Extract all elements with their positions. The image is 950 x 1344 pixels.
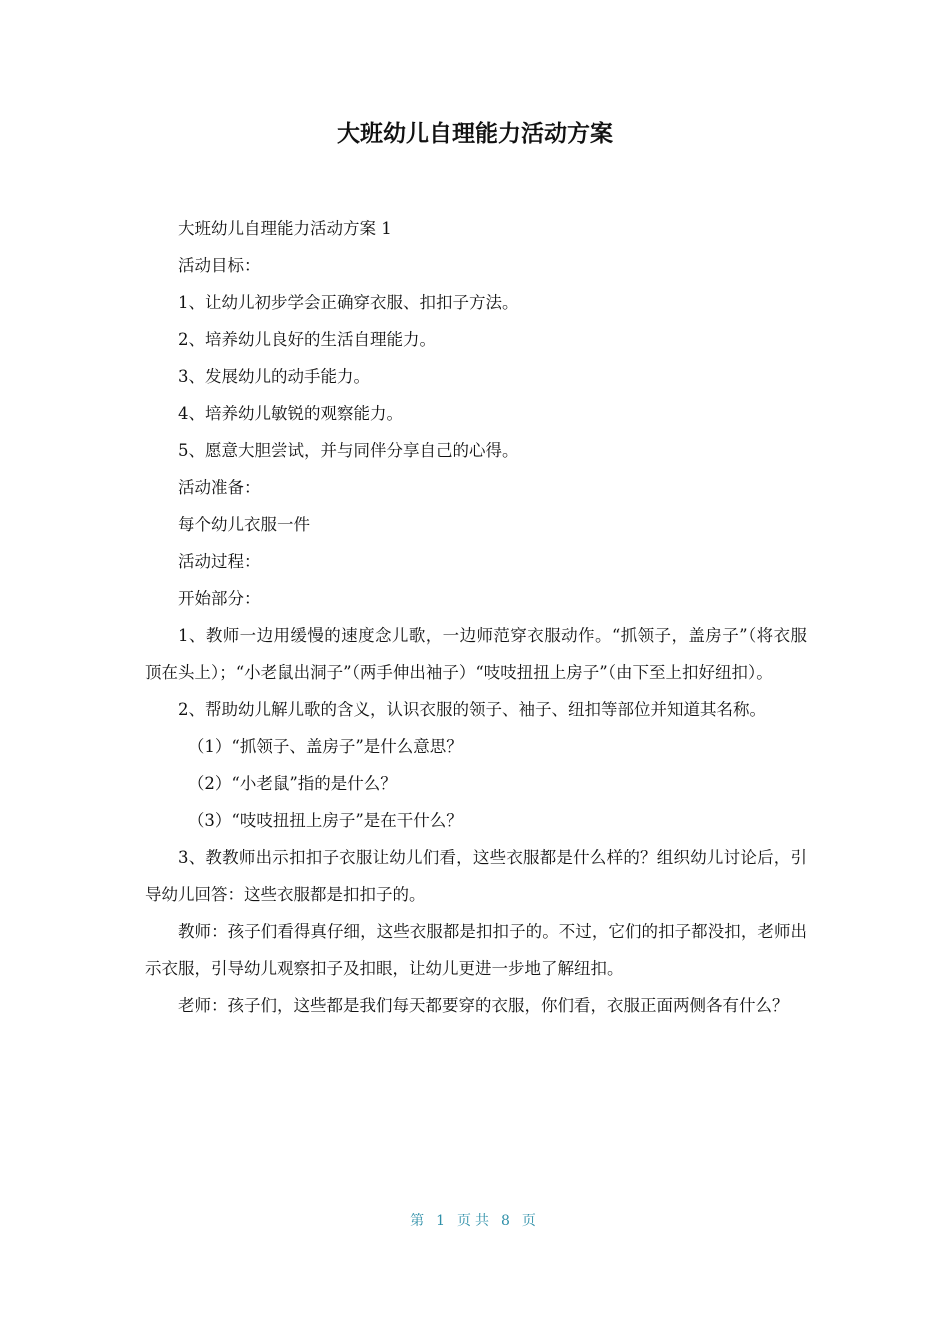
paragraph: 3、教教师出示扣扣子衣服让幼儿们看，这些衣服都是什么样的？组织幼儿讨论后，引导幼儿回答：这些衣服都是扣扣子的。 <box>145 848 807 904</box>
paragraph: 教师：孩子们看得真仔细，这些衣服都是扣扣子的。不过，它们的扣子都没扣，老师出示衣服，引导幼儿观察扣子及扣眼，让幼儿更进一步地了解纽扣。 <box>145 922 807 978</box>
paragraph: 活动过程： <box>178 552 261 571</box>
paragraph: 2、培养幼儿良好的生活自理能力。 <box>178 330 436 349</box>
paragraph: 5、愿意大胆尝试，并与同伴分享自己的心得。 <box>178 441 519 460</box>
paragraph: 活动目标： <box>178 256 261 275</box>
page-title: 大班幼儿自理能力活动方案 <box>337 121 613 147</box>
paragraph: （2）“小老鼠”指的是什么？ <box>187 774 397 793</box>
paragraph: 每个幼儿衣服一件 <box>178 515 310 534</box>
footer-suffix: 页 <box>521 1213 540 1229</box>
paragraph: 2、帮助幼儿解儿歌的含义，认识衣服的领子、袖子、纽扣等部位并知道其名称。 <box>178 700 766 719</box>
paragraph: （3）“吱吱扭扭上房子”是在干什么？ <box>187 811 463 830</box>
page-footer <box>0 1210 950 1230</box>
paragraph: 1、让幼儿初步学会正确穿衣服、扣扣子方法。 <box>178 293 519 312</box>
paragraph: 1、教师一边用缓慢的速度念儿歌，一边师范穿衣服动作。“抓领子，盖房子”（将衣服顶在头上）；“小老鼠出洞子”（两手伸出袖子）“吱吱扭扭上房子”（由下至上扣好纽扣）。 <box>145 626 807 682</box>
paragraph: 3、发展幼儿的动手能力。 <box>178 367 370 386</box>
paragraph: 老师：孩子们，这些都是我们每天都要穿的衣服，你们看，衣服正面两侧各有什么？ <box>178 996 789 1015</box>
paragraph: 活动准备： <box>178 478 261 497</box>
paragraph: （1）“抓领子、盖房子”是什么意思？ <box>187 737 463 756</box>
section-heading: 大班幼儿自理能力活动方案 1 <box>178 219 392 238</box>
paragraph: 开始部分： <box>178 589 261 608</box>
footer-total-pages: 8 <box>501 1213 514 1229</box>
paragraph: 4、培养幼儿敏锐的观察能力。 <box>178 404 403 423</box>
footer-prefix: 第 <box>410 1213 429 1229</box>
footer-current-page: 1 <box>436 1213 449 1229</box>
document-body <box>145 210 807 1024</box>
footer-middle: 页共 <box>457 1213 493 1229</box>
